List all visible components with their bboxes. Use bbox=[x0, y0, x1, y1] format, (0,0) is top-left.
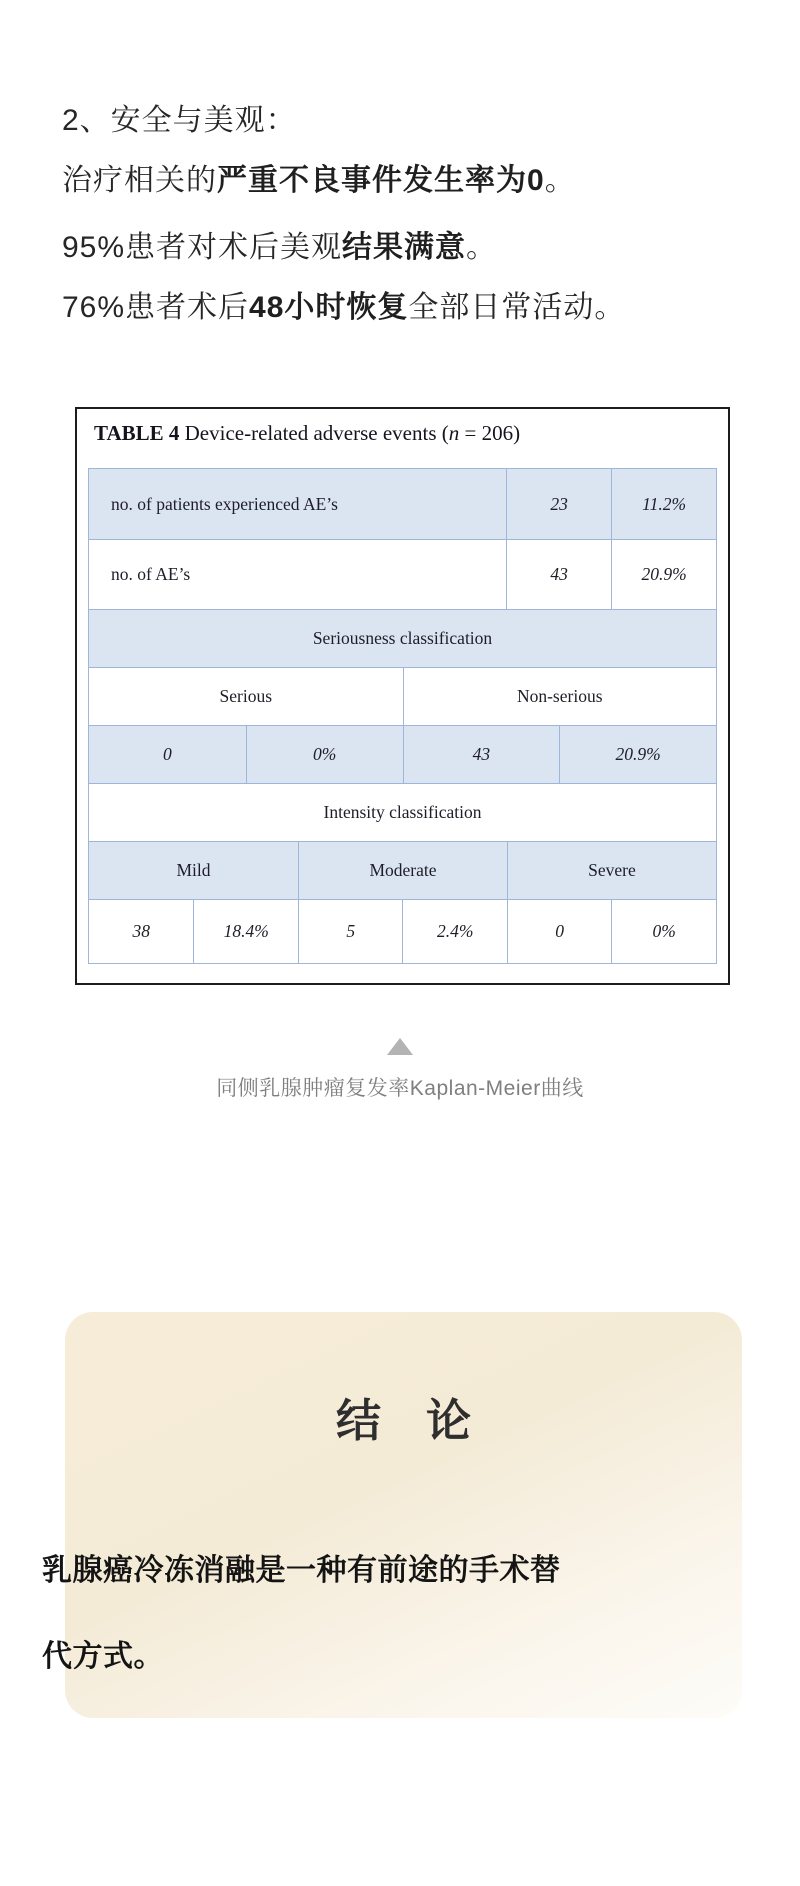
severe-pct-cell: 0% bbox=[611, 900, 715, 963]
intro-line1-bold: 严重不良事件发生率为0 bbox=[217, 164, 545, 197]
moderate-pct-cell: 2.4% bbox=[402, 900, 506, 963]
table-row bbox=[89, 783, 716, 841]
moderate-count-cell: 5 bbox=[298, 900, 402, 963]
aes-pct-cell: 20.9% bbox=[611, 540, 716, 609]
intro-line3-bold: 48小时恢复 bbox=[249, 291, 409, 324]
table-title-end: = 206) bbox=[459, 421, 521, 445]
intro-line-satisfaction bbox=[62, 222, 497, 266]
table-grid bbox=[88, 468, 717, 964]
table-row bbox=[89, 469, 716, 539]
severe-label-cell: Severe bbox=[507, 842, 716, 899]
nonserious-count-cell: 43 bbox=[403, 726, 560, 783]
intro-line2-post: 。 bbox=[466, 231, 498, 264]
intro-line2-bold: 结果满意 bbox=[342, 231, 467, 264]
intro-line-recovery bbox=[62, 282, 625, 326]
patients-count-cell: 23 bbox=[506, 469, 611, 539]
table-row bbox=[89, 725, 716, 783]
serious-count-cell: 0 bbox=[163, 744, 172, 764]
table-row bbox=[89, 841, 716, 899]
nonserious-pct-cell: 20.9% bbox=[559, 726, 716, 783]
table-title bbox=[94, 421, 520, 446]
table-row bbox=[89, 539, 716, 609]
moderate-label-cell: Moderate bbox=[298, 842, 507, 899]
patients-label-cell: no. of patients experienced AE’s bbox=[111, 493, 338, 514]
intro-line1-post: 。 bbox=[544, 164, 576, 197]
severe-count-cell: 0 bbox=[507, 900, 611, 963]
intro-line-adverse-events bbox=[62, 155, 576, 199]
mild-label-cell: Mild bbox=[176, 860, 211, 880]
seriousness-header-cell: Seriousness classification bbox=[312, 628, 493, 648]
patients-pct-cell: 11.2% bbox=[611, 469, 716, 539]
mild-pct-cell: 18.4% bbox=[193, 900, 297, 963]
triangle-up-icon bbox=[387, 1038, 413, 1055]
table-row bbox=[89, 667, 716, 725]
intro-line2-pre: 95%患者对术后美观 bbox=[62, 231, 343, 264]
figure-caption: 同侧乳腺肿瘤复发率Kaplan-Meier曲线 bbox=[216, 1077, 584, 1100]
adverse-events-table bbox=[75, 407, 730, 985]
aes-count-cell: 43 bbox=[506, 540, 611, 609]
intro-line1-pre: 治疗相关的 bbox=[62, 164, 217, 197]
table-title-text: Device-related adverse events ( bbox=[184, 421, 449, 445]
table-title-number: TABLE 4 bbox=[94, 421, 180, 445]
nonserious-label-cell: Non-serious bbox=[403, 668, 717, 725]
table-row bbox=[89, 899, 716, 963]
intensity-header-cell: Intensity classification bbox=[323, 802, 482, 822]
serious-pct-cell: 0% bbox=[246, 726, 403, 783]
conclusion-title: 结 论 bbox=[335, 1396, 471, 1446]
intro-line3-pre: 76%患者术后 bbox=[62, 291, 250, 324]
table-row bbox=[89, 609, 716, 667]
aes-label-cell: no. of AE’s bbox=[111, 564, 191, 584]
table-title-n: n bbox=[448, 421, 460, 445]
mild-count-cell: 38 bbox=[132, 921, 150, 941]
intro-line3-post: 全部日常活动。 bbox=[408, 291, 626, 324]
serious-label-cell: Serious bbox=[219, 686, 272, 706]
section-heading: 2、安全与美观： bbox=[62, 104, 297, 137]
conclusion-body: 乳腺癌冷冻消融是一种有前途的手术替代方式。 bbox=[42, 1554, 561, 1673]
